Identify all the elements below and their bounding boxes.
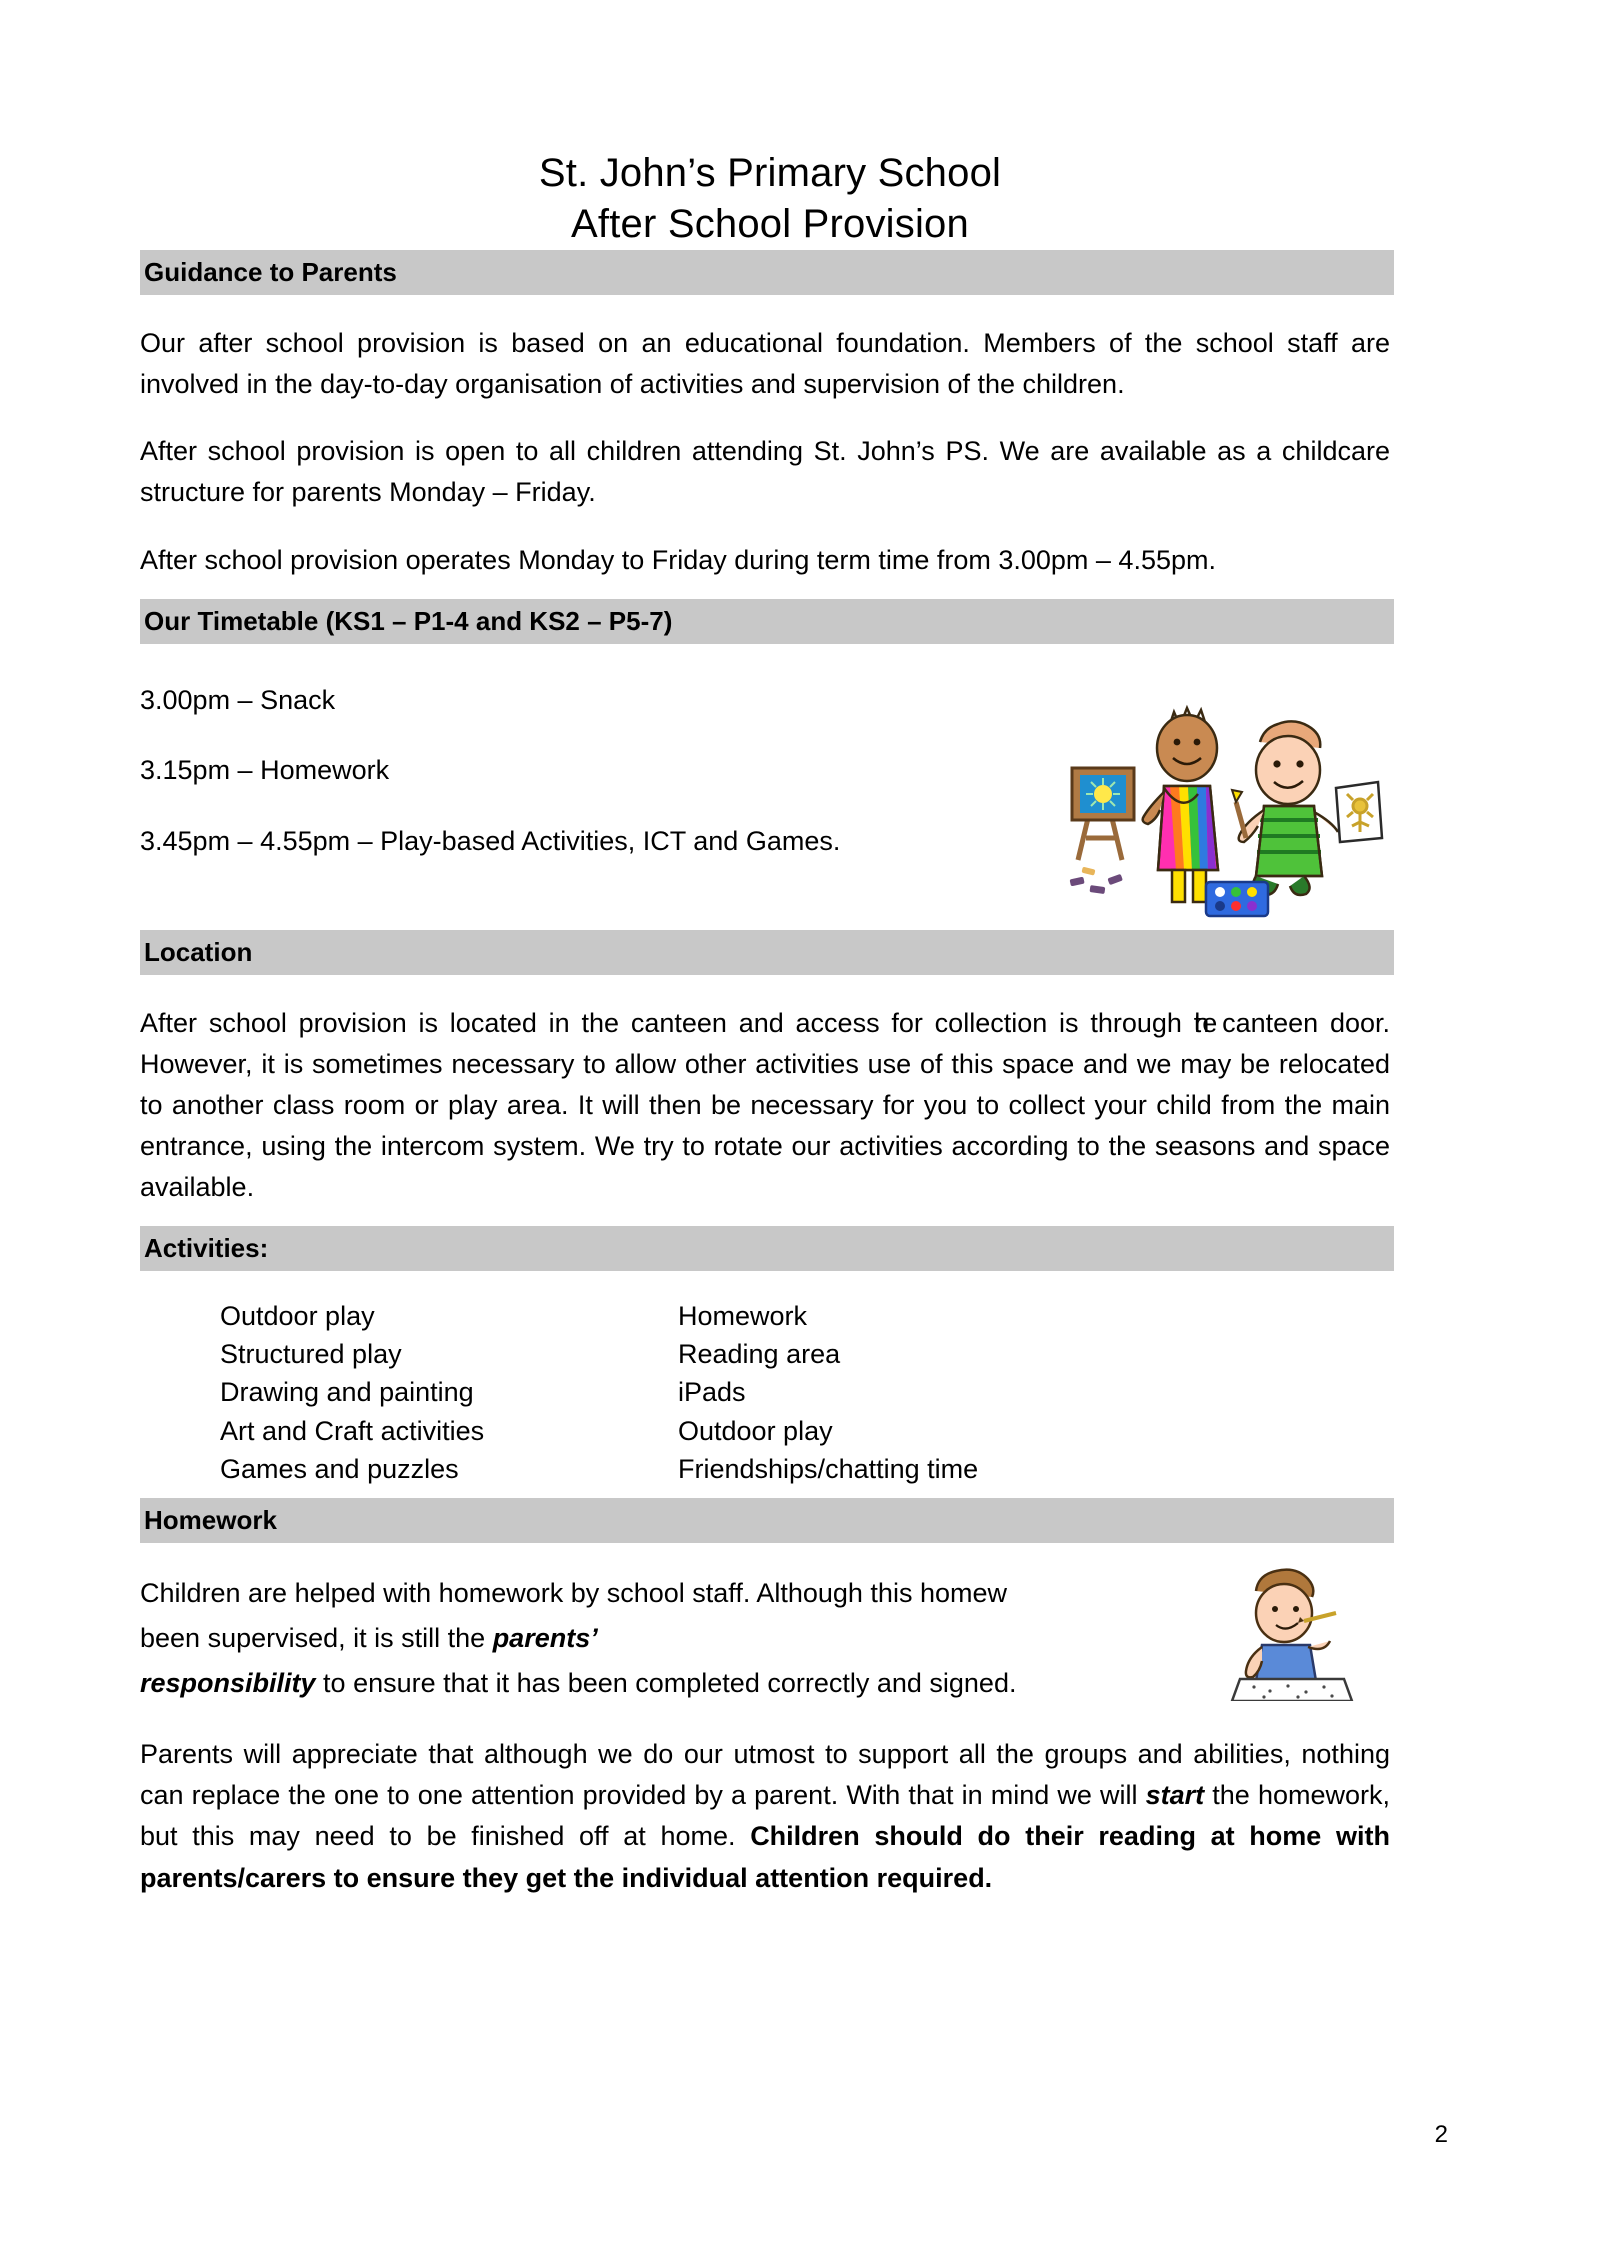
activities-row <box>140 1450 1390 1488</box>
guidance-paragraph-1: Our after school provision is based on an educational foundation. Members of the school staff are involved in the day-to-day organisation of activities and supervision of the children. <box>140 328 1390 400</box>
activities-list <box>140 1297 1390 1489</box>
location-paragraph <box>140 1003 1390 1208</box>
page-content <box>140 0 1400 1899</box>
homework-paragraph-line-1: Children are helped with homework by school staff. Although this homew <box>140 1578 1007 1609</box>
activities-right-item: Homework <box>678 1300 808 1331</box>
homework-line2-pre: been supervised, it is still the <box>140 1623 493 1654</box>
homework-paragraph-line-3 <box>140 1663 1390 1704</box>
homework-line3-post: to ensure that it has been completed correctly and signed. <box>315 1668 1017 1699</box>
section-heading-homework: Homework <box>140 1498 1394 1543</box>
page-title-line-1: St. John’s Primary School <box>538 151 1002 195</box>
homework-para2-pre: Parents will appreciate that although we do our utmost to support all the groups and abilities, nothing can replace the one to one attention provided by a parent. With that in mind we will <box>140 1739 1390 1811</box>
homework-emphasis-parents: parents’ <box>492 1623 598 1654</box>
activities-right-item: Friendships/chatting time <box>678 1454 979 1484</box>
homework-paragraph-block <box>140 1573 1400 1704</box>
timetable-block <box>140 680 1400 930</box>
activities-row <box>140 1335 1390 1373</box>
location-text-part-1: After school provision is located in the canteen and access for collection is through <box>140 1007 1194 1038</box>
activities-left-item: Outdoor play <box>220 1300 375 1331</box>
timetable-item: 3.00pm – Snack <box>140 684 336 715</box>
activities-left-item: Art and Craft activities <box>220 1415 485 1446</box>
page-number: 2 <box>1434 2121 1448 2148</box>
section-heading-activities: Activities: <box>140 1226 1394 1271</box>
activities-row <box>140 1412 1390 1450</box>
activities-left-item: Structured play <box>220 1339 402 1370</box>
activities-right-item: Reading area <box>678 1339 841 1370</box>
boy-doing-homework-clipart <box>1220 1561 1360 1701</box>
homework-bold-statement: Children should do their reading at home with parents/carers to ensure they get the individual attention required. <box>140 1821 1390 1893</box>
guidance-paragraph-2: After school provision is open to all children attending St. John’s PS. We are available as a childcare structure for parents Monday – Friday. <box>140 436 1390 508</box>
guidance-paragraph-3: After school provision operates Monday to Friday during term time from 3.00pm – 4.55pm. <box>140 544 1216 575</box>
timetable-item: 3.15pm – Homework <box>140 755 390 786</box>
activities-row <box>140 1373 1390 1411</box>
location-text-part-2: canteen door. However, it is sometimes necessary to allow other activities use of this space and we may be relocated to another class room or play area. It will then be necessary for you to collect your child from the main entrance, using the intercom system. We try to rotate our activities according to the seasons and space available. <box>140 1007 1390 1202</box>
homework-paragraph-line-2 <box>140 1618 1390 1659</box>
page-title <box>140 0 1400 250</box>
activities-left-item: Games and puzzles <box>220 1454 459 1484</box>
children-painting-clipart <box>1060 690 1390 920</box>
activities-row <box>140 1297 1390 1335</box>
activities-left-item: Drawing and painting <box>220 1377 474 1408</box>
location-overlapping-word: the <box>1193 1007 1211 1038</box>
homework-emphasis-start: start <box>1145 1780 1205 1811</box>
activities-right-item: iPads <box>678 1377 746 1408</box>
homework-emphasis-responsibility: responsibility <box>140 1668 316 1699</box>
section-heading-location: Location <box>140 930 1394 975</box>
section-heading-guidance: Guidance to Parents <box>140 250 1394 295</box>
section-heading-timetable: Our Timetable (KS1 – P1-4 and KS2 – P5-7) <box>140 599 1394 644</box>
page-title-line-2: After School Provision <box>571 202 969 247</box>
homework-para2-mid: the homework, but this may need to be finished off at home. <box>140 1780 1390 1852</box>
homework-paragraph-2 <box>140 1734 1390 1898</box>
timetable-item: 3.45pm – 4.55pm – Play-based Activities, ICT and Games. <box>140 825 841 856</box>
activities-right-item: Outdoor play <box>678 1415 833 1446</box>
